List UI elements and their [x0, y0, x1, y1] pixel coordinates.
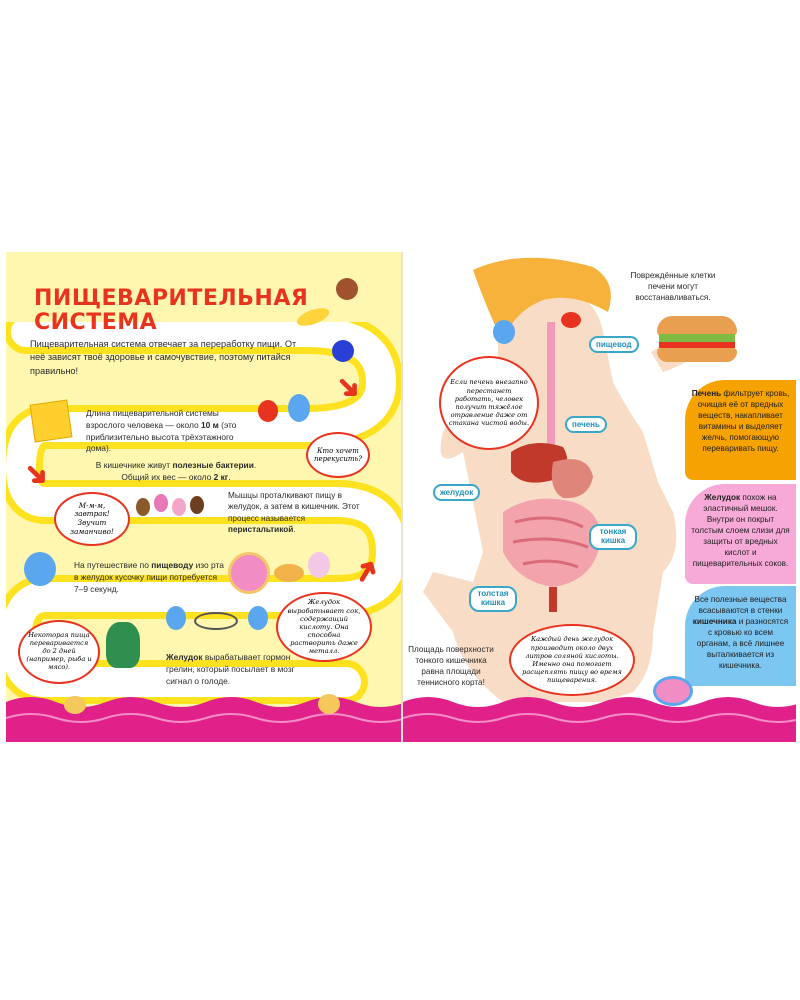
- arrow-down-right-icon: ➜: [16, 453, 58, 496]
- muscles-bold: перистальтикой: [228, 525, 294, 535]
- bubble-stomach-text: Каждый день желудок производит около двух литров соляной кислоты. Именно она помогает расщеплять пищу во время пищеварения.: [522, 635, 622, 685]
- pink-wave-right: [403, 684, 796, 742]
- travel-bold: пищеводу: [151, 560, 194, 570]
- surface-area-text: Площадь поверхности тонкого кишечника равна площади теннисного корта!: [408, 645, 494, 688]
- stomach-bold: Желудок: [166, 652, 203, 662]
- stomach-text: [166, 652, 296, 687]
- bubble-digest: [18, 620, 100, 684]
- stomach-text-post: вырабатывает гормон грелин, который посылает в мозг сигнал о голоде.: [166, 652, 295, 686]
- bubble-lunch-text: М-м-м, завтрак! Звучит заманчиво!: [70, 500, 114, 536]
- bacteria-blue-icon: [24, 552, 56, 586]
- page-title: [34, 287, 308, 335]
- bacteria-text: В кишечнике живут полезные бактерии. Общий их вес — около 2 кг.: [95, 460, 257, 482]
- intestine-box-post: и разносятся с кровью ко всем органам, а всё лишнее выталкивается из кишечника.: [696, 617, 789, 671]
- stomach-info-box: [685, 484, 796, 584]
- label-liver: печень: [565, 416, 607, 433]
- liver-info-box: [685, 380, 796, 480]
- bacteria-weight-value: 2 кг: [213, 471, 229, 482]
- liver-box-bold: Печень: [691, 389, 722, 398]
- bubble-lunch: [54, 492, 130, 546]
- croissant-character-icon: [274, 564, 304, 582]
- pink-wave: [6, 684, 401, 742]
- donut-character-icon: [228, 552, 270, 594]
- intestine-box-bold: кишечника: [692, 617, 737, 627]
- onion-character-icon: [308, 552, 330, 578]
- bubble-acid-text: Желудок вырабатывает сок, содержащий кислоту. Она способна растворить даже металл.: [287, 598, 361, 656]
- swimmer-left-icon: [64, 696, 86, 714]
- length-text-post: (это приблизительно высота трёхэтажного дома).: [86, 419, 237, 454]
- stomach-box-text: похож на эластичный мешок. Внутри он покрыт толстым слоем слизи для защиты от вредных кислот и пищеварительных соков.: [691, 493, 790, 569]
- blueberry-character-icon: [332, 340, 354, 362]
- label-small-intestine: тонкая кишка: [589, 524, 637, 550]
- label-esophagus: пищевод: [589, 336, 639, 353]
- length-text-pre: Длина пищеварительной системы взрослого человека — около: [86, 408, 219, 430]
- swimmer-right-icon: [318, 694, 340, 714]
- sandwich-icon: [657, 316, 737, 362]
- title-line-1: ПИЩЕВАРИТЕЛЬНАЯ: [34, 286, 309, 311]
- title-line-2: СИСТЕМА: [34, 310, 158, 335]
- tennis-bacteria-icon: [166, 602, 286, 636]
- cookie-character-icon: [336, 278, 358, 300]
- intro-text: Пищеварительная система отвечает за переработку пищи. От неё зависят твоё здоровье и самочувствие, поэтому питайся правильно!: [30, 339, 297, 376]
- liver-cells-text: Повреждённые клетки печени могут восстанавливаться.: [630, 271, 716, 303]
- intestine-info-box: [685, 586, 796, 686]
- bubble-digest-text: Некоторая пища переваривается до 2 дней (например, рыба и мясо).: [26, 631, 92, 671]
- travel-text-post: изо рта в желудок кусочку пищи потребуется 7–9 секунд.: [74, 560, 224, 594]
- bacteria-text-pre: В кишечнике живут: [95, 460, 173, 470]
- arrow-down-icon: ➜: [328, 366, 370, 409]
- bacteria-group-icon: [136, 492, 216, 520]
- bacteria-character-icon: [288, 394, 310, 422]
- bubble-hungry: [306, 432, 370, 478]
- cheese-character-icon: [30, 400, 73, 443]
- bubble-hungry-text: Кто хочет перекусить?: [313, 446, 363, 463]
- bacteria-bold: полезные бактерии: [172, 460, 254, 470]
- travel-text-pre: На путешествие по: [74, 560, 152, 570]
- travel-text: [74, 560, 224, 595]
- label-stomach: желудок: [433, 484, 480, 501]
- left-page: [6, 252, 401, 742]
- bacteria-top-icon: [493, 320, 515, 344]
- liver-box-text: фильтрует кровь, очищая её от вредных веществ, накапливает витамины и выделяет желчь, помогающую переваривать пищу.: [697, 389, 790, 454]
- spinach-character-icon: [106, 622, 140, 668]
- label-large-intestine: толстая кишка: [469, 586, 517, 612]
- bubble-liver: [439, 356, 539, 450]
- muscles-text: Мышцы проталкивают пищу в желудок, а затем в кишечник. Этот процесс называется перистальтикой.: [228, 491, 360, 535]
- intestine-box-pre: Все полезные вещества всасываются в стенки: [694, 595, 787, 616]
- swim-ring-bacteria-icon: [653, 676, 693, 706]
- arrow-up-right-icon: ➜: [345, 552, 388, 591]
- right-page: [403, 252, 796, 742]
- stomach-box-bold: Желудок: [704, 493, 741, 502]
- book-spread: [6, 252, 796, 742]
- strawberry-character-icon: [258, 400, 278, 422]
- bacteria-weight-pre: Общий их вес — около: [121, 471, 214, 482]
- length-text: [86, 408, 254, 455]
- muscles-text-pre: Мышцы проталкивают пищу в желудок, а затем в кишечник. Этот процесс называется: [228, 491, 360, 523]
- length-value: 10 м: [200, 419, 219, 430]
- bubble-liver-text: Если печень внезапно перестанет работать, человек получит тяжёлое отравление даже от стакана чистой воды.: [448, 378, 530, 428]
